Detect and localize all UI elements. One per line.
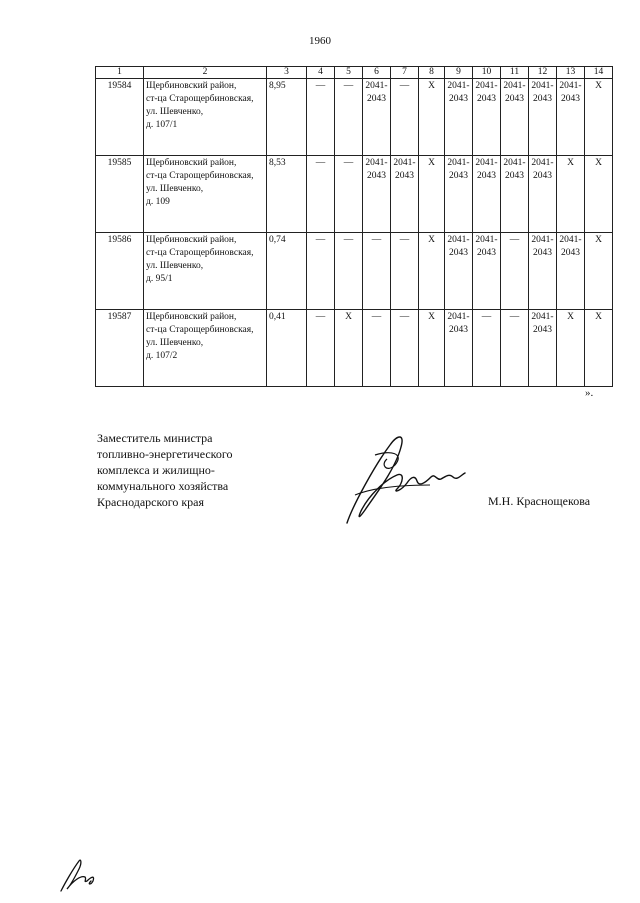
period-text: 2041- — [531, 81, 554, 91]
period-cell — [307, 310, 335, 387]
period-cell — [557, 233, 585, 310]
period-text: X — [428, 158, 435, 168]
period-text: 2043 — [533, 94, 552, 104]
signatory-title-line: Краснодарского края — [97, 495, 205, 509]
row-id: 19587 — [96, 310, 144, 387]
period-cell — [473, 233, 501, 310]
period-text: — — [343, 158, 354, 168]
address-line: Щербиновский район, — [146, 235, 237, 245]
row-id: 19585 — [96, 156, 144, 233]
period-cell — [585, 310, 613, 387]
period-text: 2043 — [449, 94, 468, 104]
row-id: 19586 — [96, 233, 144, 310]
period-cell — [445, 310, 473, 387]
period-text: 2041- — [365, 81, 388, 91]
period-text: 2041- — [393, 158, 416, 168]
period-cell — [585, 156, 613, 233]
period-cell — [473, 79, 501, 156]
handwritten-signature — [335, 425, 485, 535]
column-number-header: 10 — [473, 67, 501, 79]
period-cell — [501, 233, 529, 310]
period-text: 2043 — [533, 171, 552, 181]
signatory-name: М.Н. Краснощекова — [488, 494, 591, 508]
period-cell — [419, 79, 445, 156]
address-cell — [144, 79, 267, 156]
period-cell — [419, 156, 445, 233]
table-header-row — [96, 67, 613, 79]
period-text: X — [595, 312, 602, 322]
period-text: X — [345, 312, 352, 322]
address-line: ул. Шевченко, — [146, 107, 204, 117]
period-cell — [557, 310, 585, 387]
period-text: — — [399, 81, 410, 91]
period-cell — [445, 79, 473, 156]
column-number-header: 13 — [557, 67, 585, 79]
table-row — [96, 156, 613, 233]
column-number-header: 11 — [501, 67, 529, 79]
area-value: 8,53 — [267, 156, 307, 233]
period-text: — — [509, 312, 520, 322]
address-cell — [144, 156, 267, 233]
signatory-title-line: Заместитель министра — [97, 431, 213, 445]
period-cell — [557, 156, 585, 233]
period-cell — [501, 79, 529, 156]
column-number-header: 8 — [419, 67, 445, 79]
period-text: 2043 — [367, 94, 386, 104]
address-line: ул. Шевченко, — [146, 261, 204, 271]
period-cell — [501, 310, 529, 387]
period-cell — [363, 310, 391, 387]
period-text: — — [315, 235, 326, 245]
address-cell — [144, 310, 267, 387]
period-cell — [419, 310, 445, 387]
period-cell — [473, 156, 501, 233]
period-cell — [335, 156, 363, 233]
period-text: — — [315, 312, 326, 322]
period-cell — [391, 233, 419, 310]
period-text: X — [428, 235, 435, 245]
address-line: Щербиновский район, — [146, 81, 237, 91]
area-value: 8,95 — [267, 79, 307, 156]
period-text: — — [399, 235, 410, 245]
period-text: — — [343, 235, 354, 245]
period-cell — [335, 310, 363, 387]
period-text: 2041- — [447, 235, 470, 245]
column-number-header: 4 — [307, 67, 335, 79]
period-cell — [445, 233, 473, 310]
area-value: 0,74 — [267, 233, 307, 310]
period-text: 2041- — [447, 158, 470, 168]
period-text: X — [567, 158, 574, 168]
period-text: 2041- — [503, 158, 526, 168]
period-text: 2043 — [395, 171, 414, 181]
address-line: ст-ца Старощербиновская, — [146, 94, 254, 104]
address-cell — [144, 233, 267, 310]
period-cell — [501, 156, 529, 233]
period-text: — — [315, 81, 326, 91]
period-cell — [419, 233, 445, 310]
period-cell — [585, 79, 613, 156]
data-table — [95, 66, 613, 387]
column-number-header: 3 — [267, 67, 307, 79]
period-text: — — [399, 312, 410, 322]
period-text: 2043 — [449, 171, 468, 181]
address-line: д. 95/1 — [146, 274, 173, 284]
period-text: X — [567, 312, 574, 322]
period-cell — [391, 310, 419, 387]
address-line: Щербиновский район, — [146, 312, 237, 322]
period-text: 2041- — [531, 158, 554, 168]
period-text: 2043 — [477, 94, 496, 104]
period-cell — [307, 156, 335, 233]
period-cell — [529, 310, 557, 387]
address-line: ст-ца Старощербиновская, — [146, 325, 254, 335]
period-cell — [307, 79, 335, 156]
period-text: 2041- — [559, 81, 582, 91]
period-text: 2043 — [477, 248, 496, 258]
period-text: 2043 — [449, 325, 468, 335]
address-line: д. 107/2 — [146, 351, 178, 361]
period-text: 2041- — [503, 81, 526, 91]
address-line: ул. Шевченко, — [146, 184, 204, 194]
address-line: ул. Шевченко, — [146, 338, 204, 348]
column-number-header: 5 — [335, 67, 363, 79]
period-text: — — [343, 81, 354, 91]
column-number-header: 2 — [144, 67, 267, 79]
period-text: — — [371, 235, 382, 245]
handwritten-initials — [55, 855, 100, 895]
period-text: 2043 — [561, 248, 580, 258]
period-text: 2041- — [365, 158, 388, 168]
signatory-title-line: комплекса и жилищно- — [97, 463, 215, 477]
period-text: 2041- — [475, 235, 498, 245]
period-cell — [529, 156, 557, 233]
period-text: — — [315, 158, 326, 168]
period-text: 2043 — [477, 171, 496, 181]
period-cell — [445, 156, 473, 233]
period-cell — [363, 79, 391, 156]
period-text: X — [428, 81, 435, 91]
period-text: — — [481, 312, 492, 322]
column-number-header: 12 — [529, 67, 557, 79]
signatory-title — [97, 430, 233, 510]
period-text: 2041- — [531, 235, 554, 245]
period-cell — [391, 79, 419, 156]
period-text: — — [371, 312, 382, 322]
period-cell — [391, 156, 419, 233]
period-text: 2043 — [449, 248, 468, 258]
signatory-title-line: топливно-энергетического — [97, 447, 233, 461]
column-number-header: 14 — [585, 67, 613, 79]
period-text: 2043 — [561, 94, 580, 104]
address-line: Щербиновский район, — [146, 158, 237, 168]
period-text: — — [509, 235, 520, 245]
area-value: 0,41 — [267, 310, 307, 387]
period-text: 2041- — [531, 312, 554, 322]
period-text: 2041- — [559, 235, 582, 245]
column-number-header: 6 — [363, 67, 391, 79]
period-text: X — [595, 158, 602, 168]
period-text: 2043 — [505, 94, 524, 104]
period-text: X — [428, 312, 435, 322]
period-text: X — [595, 235, 602, 245]
period-cell — [529, 79, 557, 156]
column-number-header: 1 — [96, 67, 144, 79]
period-cell — [307, 233, 335, 310]
column-number-header: 9 — [445, 67, 473, 79]
column-number-header: 7 — [391, 67, 419, 79]
page-number: 1960 — [309, 35, 331, 47]
period-text: 2043 — [533, 248, 552, 258]
address-line: д. 109 — [146, 197, 170, 207]
row-id: 19584 — [96, 79, 144, 156]
period-cell — [557, 79, 585, 156]
end-quote-mark: ». — [585, 387, 594, 399]
period-text: 2043 — [367, 171, 386, 181]
period-cell — [585, 233, 613, 310]
period-cell — [335, 79, 363, 156]
period-text: X — [595, 81, 602, 91]
table-row — [96, 79, 613, 156]
period-cell — [363, 156, 391, 233]
period-cell — [363, 233, 391, 310]
period-text: 2041- — [447, 81, 470, 91]
table-row — [96, 233, 613, 310]
period-cell — [529, 233, 557, 310]
address-line: ст-ца Старощербиновская, — [146, 248, 254, 258]
period-text: 2043 — [533, 325, 552, 335]
signatory-title-line: коммунального хозяйства — [97, 479, 229, 493]
period-cell — [335, 233, 363, 310]
period-text: 2041- — [447, 312, 470, 322]
address-line: д. 107/1 — [146, 120, 178, 130]
period-cell — [473, 310, 501, 387]
address-line: ст-ца Старощербиновская, — [146, 171, 254, 181]
period-text: 2043 — [505, 171, 524, 181]
table-row — [96, 310, 613, 387]
period-text: 2041- — [475, 81, 498, 91]
period-text: 2041- — [475, 158, 498, 168]
